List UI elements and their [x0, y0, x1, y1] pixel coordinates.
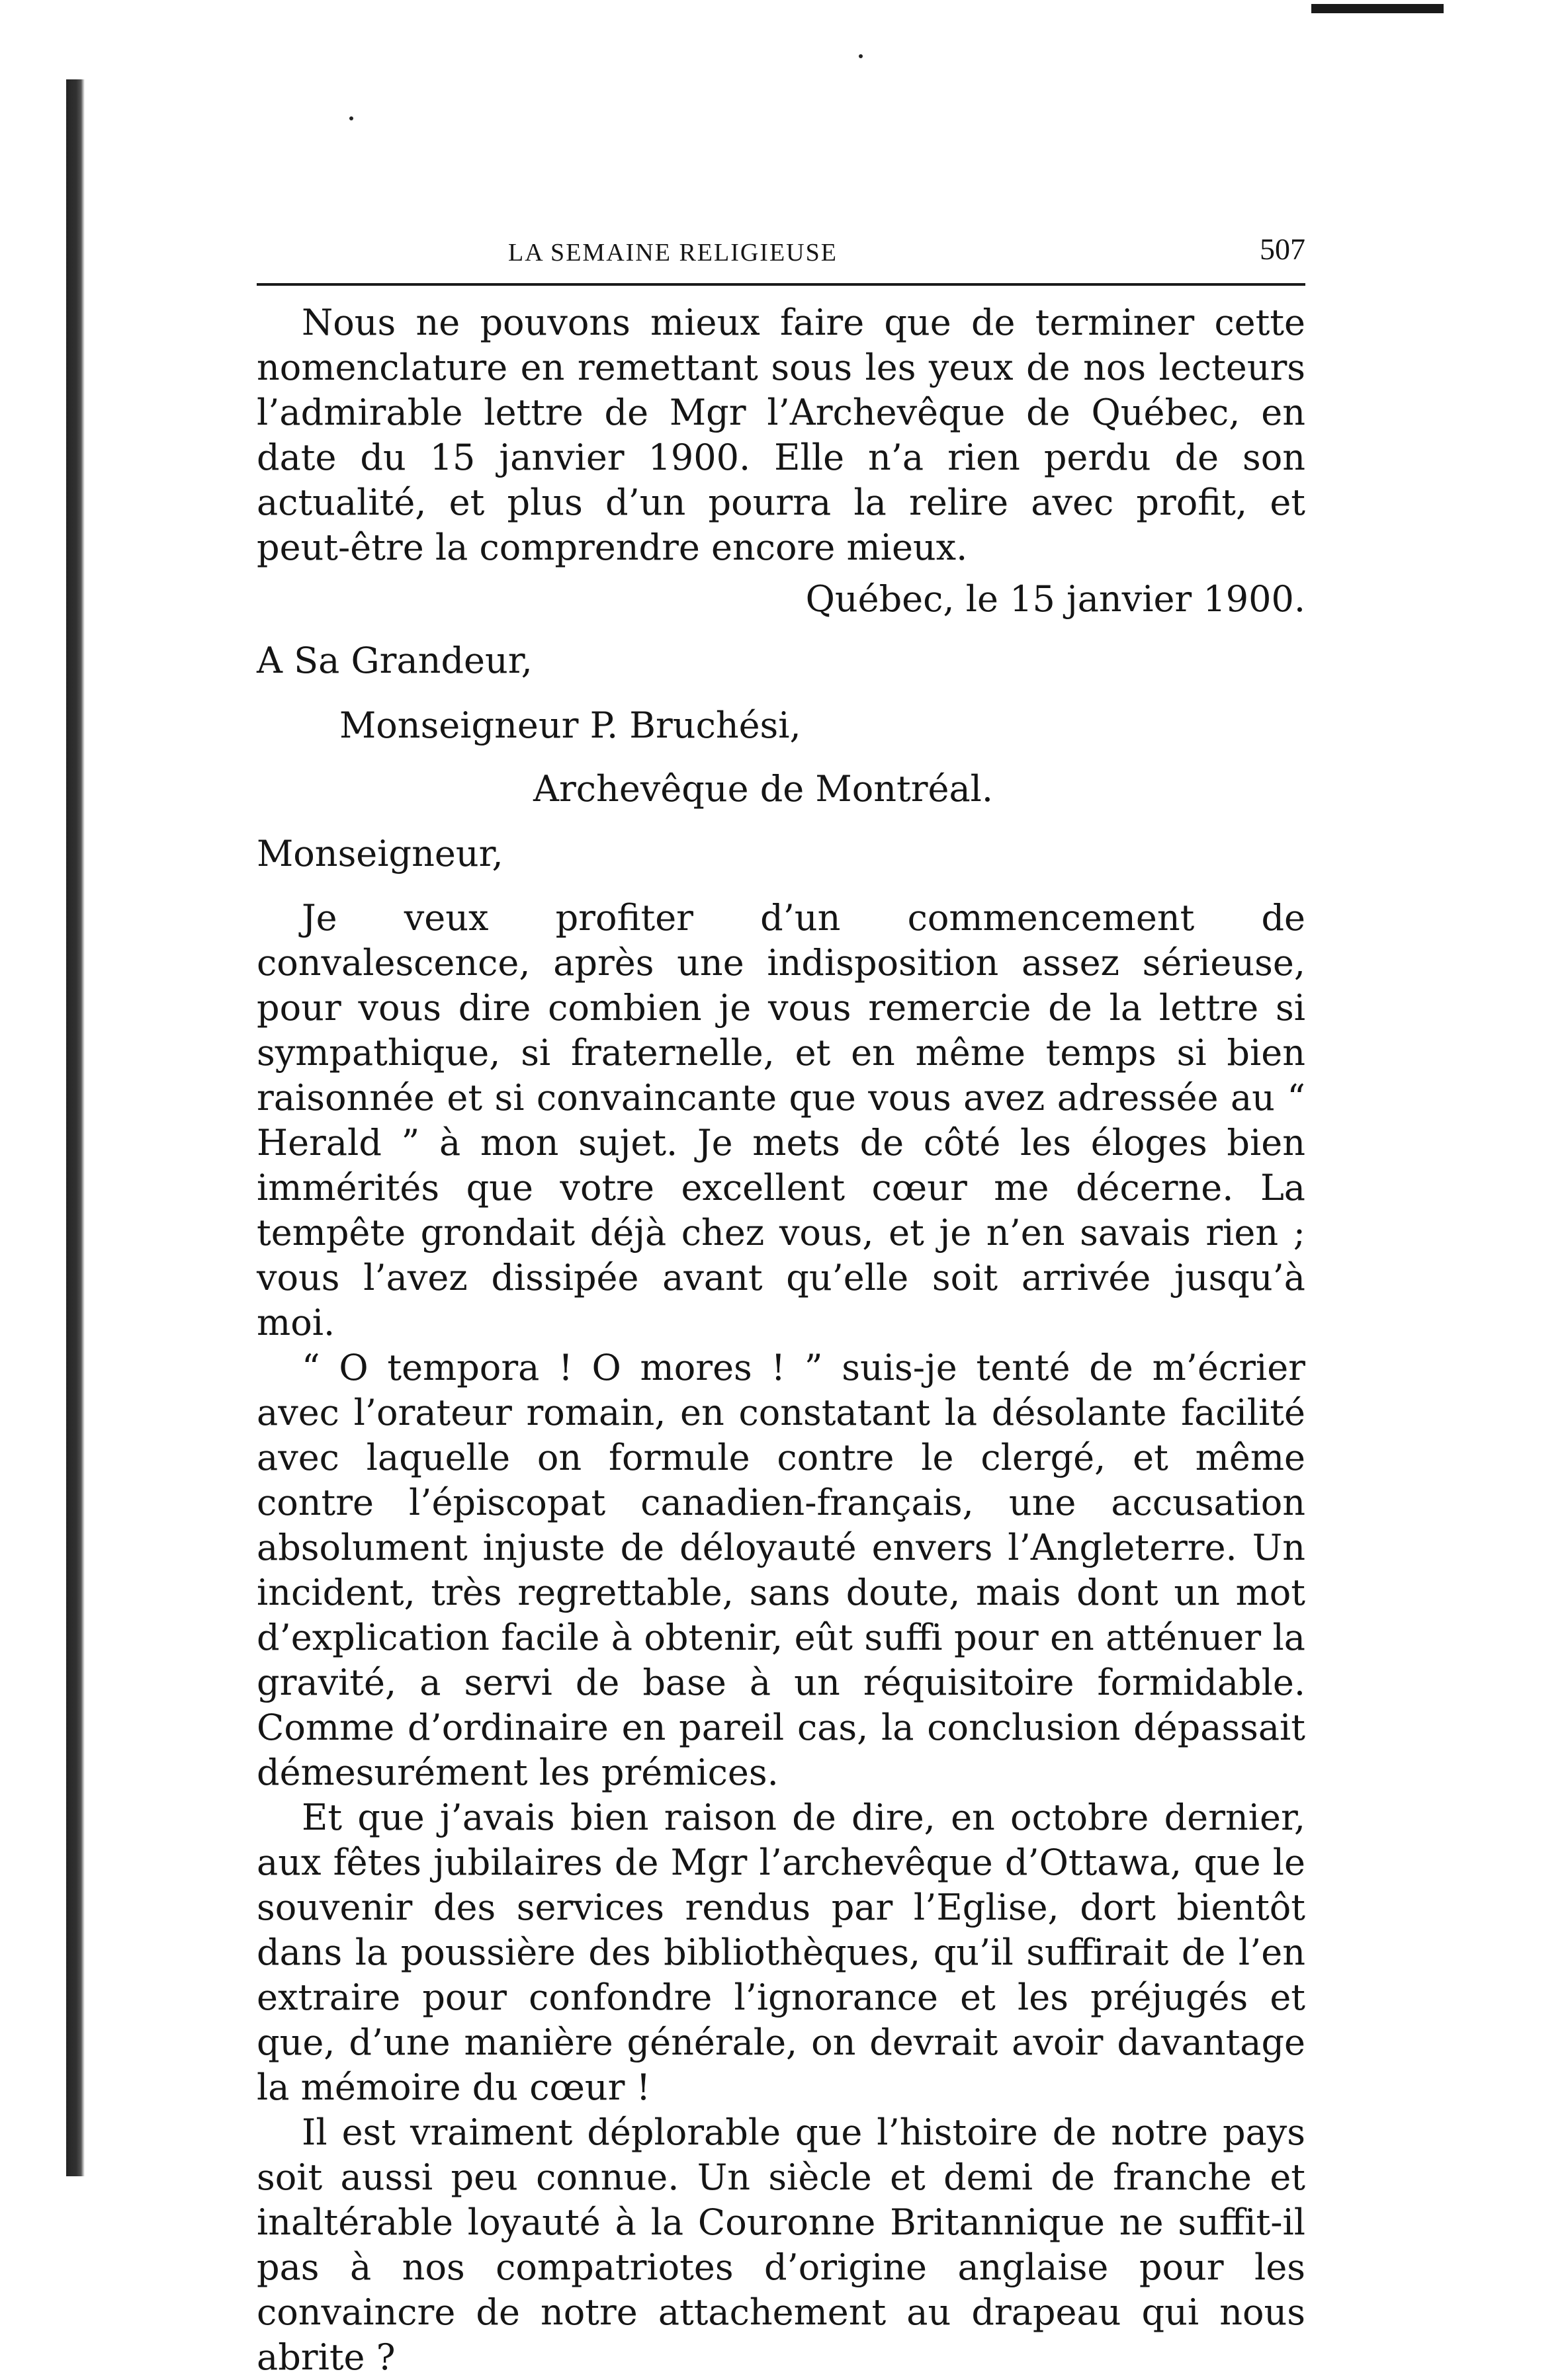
letter-paragraph: Et que j’avais bien raison de dire, en octobre dernier, aux fêtes jubilaires de Mgr l’archevêque d’Ottawa, que le souvenir des services rendus par l’Eglise, dort bientôt dans la poussière des bibliothèques, qu’il suffirait de l’en extraire pour confondre l’ignorance et les préjugés et que, d’une manière générale, on devrait avoir davantage la mémoire du cœur !	[257, 1797, 1305, 2108]
letter-paragraph: “ O tempora ! O mores ! ” suis-je tenté de m’écrier avec l’orateur romain, en constatant la désolante facilité avec laquelle on formule contre le clergé, et même contre l’épiscopat canadien-français, une accusation absolument injuste de déloyauté envers l’Angleterre. Un incident, très regrettable, sans doute, mais dont un mot d’explication facile à obtenir, eût suffi pour en atténuer la gravité, a servi de base à un réquisitoire formidable. Comme d’ordinaire en pareil cas, la conclusion dépassait démesurément les prémices.	[257, 1347, 1305, 1793]
ink-speck	[859, 54, 863, 58]
top-scan-mark	[1311, 4, 1444, 13]
scan-binding-edge	[66, 79, 85, 2176]
page-header	[257, 232, 1305, 286]
book-page	[257, 232, 1305, 2380]
address-line-2: Monseigneur P. Bruchési,	[339, 704, 801, 746]
running-title: LA SEMAINE RELIGIEUSE	[508, 239, 838, 267]
letter-dateline: Québec, le 15 janvier 1900.	[805, 578, 1305, 620]
page-body	[257, 286, 1305, 2380]
intro-paragraph: Nous ne pouvons mieux faire que de terminer cette nomenclature en remettant sous les yeux de nos lecteurs l’admirable lettre de Mgr l’Archevêque de Québec, en date du 15 janvier 1900. Elle n’a rien perdu de son actualité, et plus d’un pourra la relire avec profit, et peut-être la comprendre encore mieux.	[257, 302, 1305, 568]
page-number: 507	[1260, 232, 1305, 266]
address-line-3: Archevêque de Montréal.	[533, 768, 994, 810]
salutation: Monseigneur,	[257, 833, 503, 874]
letter-paragraph: Il est vraiment déplorable que l’histoire de notre pays soit aussi peu connue. Un siècle et demi de franche et inaltérable loyauté à la Couronne Britannique ne suffit-il pas à nos compatriotes d’origine anglaise pour les convaincre de notre attachement au drapeau qui nous abrite ?	[257, 2111, 1305, 2378]
letter-paragraph: Je veux profiter d’un commencement de convalescence, après une indisposition assez sérieuse, pour vous dire combien je vous remercie de la lettre si sympathique, si fraternelle, et en même temps si bien raisonnée et si convaincante que vous avez adressée au “ Herald ” à mon sujet. Je mets de côté les éloges bien immérités que votre excellent cœur me décerne. La tempête grondait déjà chez vous, et je n’en savais rien ; vous l’avez dissipée avant qu’elle soit arrivée jusqu’à moi.	[257, 897, 1305, 1343]
ink-speck	[349, 116, 353, 120]
address-line-1: A Sa Grandeur,	[257, 640, 533, 681]
letter-body	[257, 896, 1305, 2380]
